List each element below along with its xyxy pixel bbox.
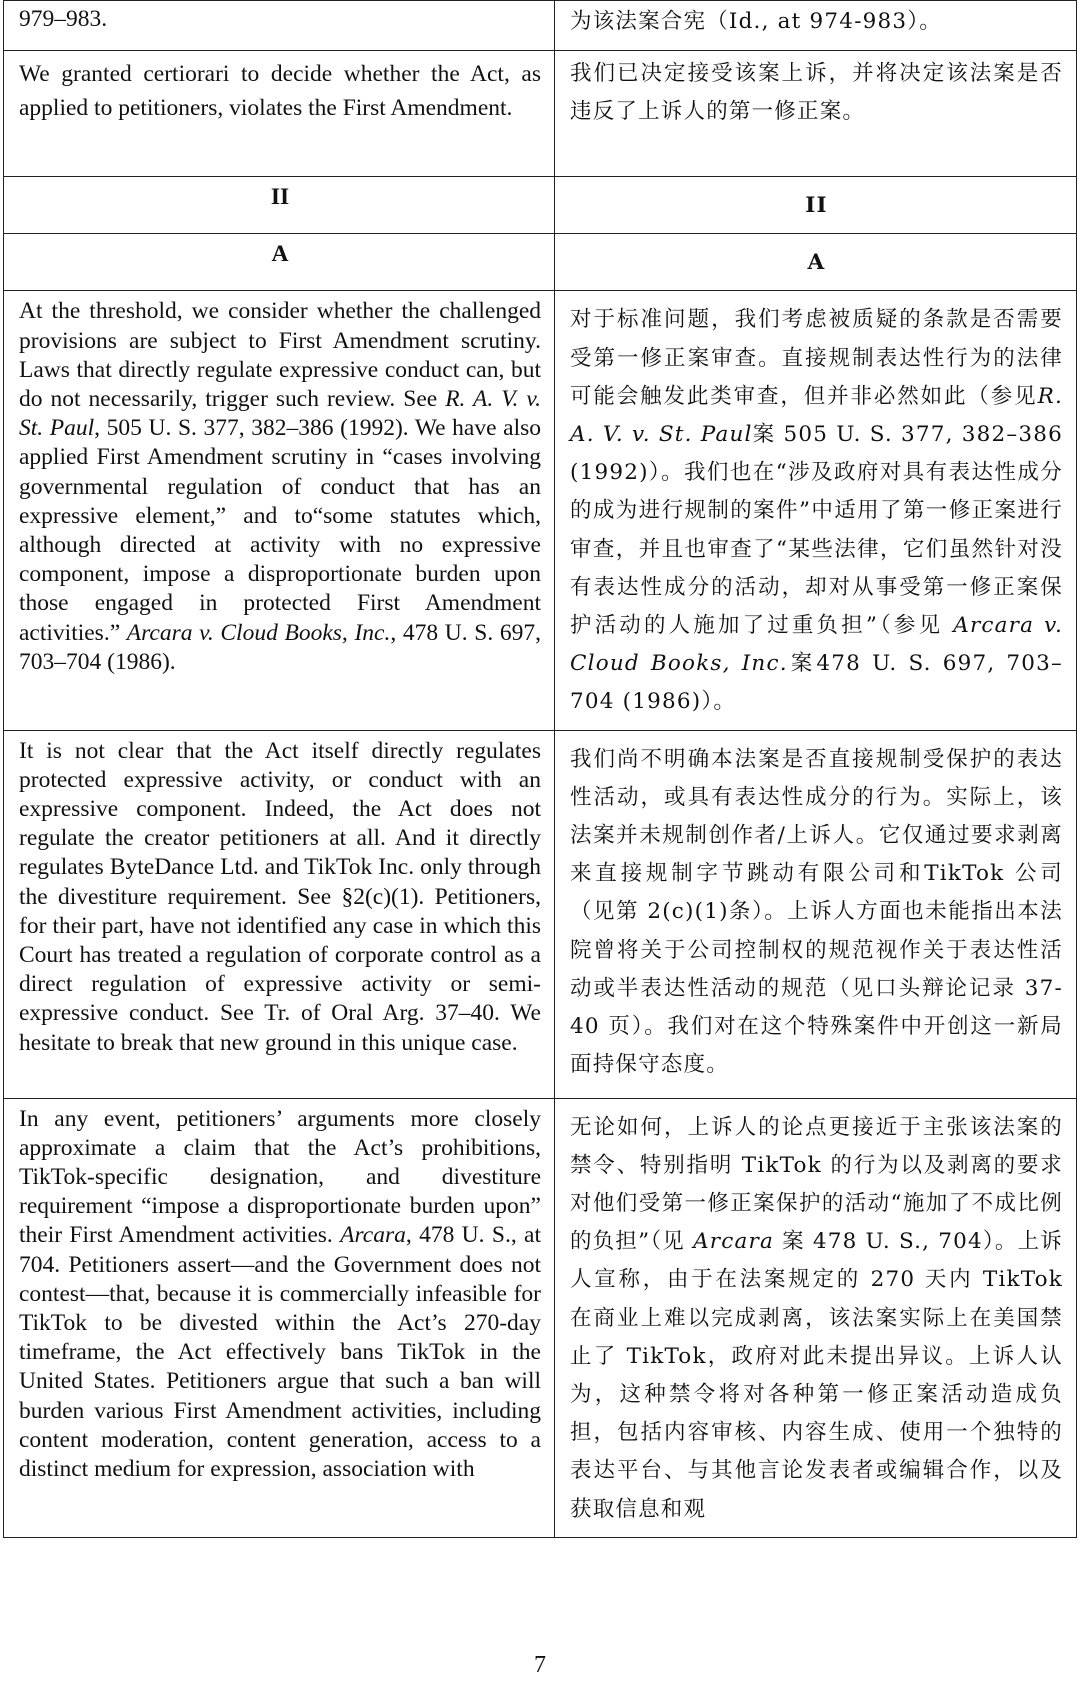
section-heading [555,177,1077,234]
english-text: 979–983. [19,6,108,32]
chinese-text: 我们尚不明确本法案是否直接规制受保护的表达性活动，或具有表达性成分的行为。实际上，该法案并未规制创作者/上诉人。它仅通过要求剥离来直接规制字节跳动有限公司和TikTok 公司（见第 2(c)(1)条）。上诉人方面也未能指出本法院曾将关于公司控制权的规范视作关于表达性活动或半表达性活动的规范（见口头辩论记录 37-40 页）。我们对在这个特殊案件中开创这一新局面持保守态度。 [570,746,1063,1078]
case-citation: R. A. V. v. St. Paul [570,383,1063,448]
subsection-heading [555,234,1077,291]
table-row [4,177,1077,234]
subsection-letter: A [807,250,826,276]
page [3,0,1077,1538]
english-text: In any event, petitioners’ arguments more closely approximate a claim that the Act’s prohibitions, TikTok-specific designation, and divestiture requirement “impose a disproportionate burden upon” their First Amendment activities. [19,1105,541,1249]
chinese-cell [555,291,1077,730]
chinese-text: 我们已决定接受该案上诉，并将决定该法案是否违反了上诉人的第一修正案。 [570,61,1063,125]
case-citation: Arcara v. Cloud Books, Inc. [126,619,391,646]
section-heading [4,177,555,234]
english-cell [4,730,555,1098]
english-cell [4,291,555,730]
section-number: II [805,193,828,218]
chinese-cell [555,51,1077,177]
chinese-cell [555,1,1077,51]
english-text: It is not clear that the Act itself directly regulates protected expressive activity, or conduct with an expressive component. Indeed, the Act does not regulate the creator petitioners at all. And it directly regulates ByteDance Ltd. and TikTok Inc. only through the divestiture requirement. See §2(c)(1). Petitioners, for their part, have not identified any case in which this Court has treated a regulation of corporate control as a direct regulation of expressive activity or semi-expressive conduct. See Tr. of Oral Arg. 37–40. We hesitate to break that new ground in this unique case. [19,737,541,1056]
english-cell [4,51,555,177]
subsection-heading [4,234,555,291]
english-text: At the threshold, we consider whether the challenged provisions are subject to First Amendment scrutiny. Laws that directly regulate expressive conduct can, but do not necessarily, trigger such review. See [19,298,541,413]
case-citation: Arcara [693,1229,775,1255]
table-row [4,1,1077,51]
table-row [4,51,1077,177]
chinese-text: 案 505 U. S. 377, 382–386 (1992)）。我们也在“涉及政府对具有表达性成分的成为进行规制的案件”中适用了第一修正案进行审查，并且也审查了“某些法律，它们虽然针对没有表达性成分的活动，却对从事受第一修正案保护活动的人施加了过重负担”（参见 [570,422,1063,639]
english-cell [4,1,555,51]
chinese-text: 案 478 U. S., 704）。上诉人宣称，由于在法案规定的 270 天内 TikTok 在商业上难以完成剥离，该法案实际上在美国禁止了 TikTok，政府对此未提出异议。上诉人认为，这种禁令将对各种第一修正案活动造成负担，包括内容审核、内容生成、使用一个独特的表达平台、与其他言论发表者或编辑合作，以及获取信息和观 [570,1229,1063,1522]
chinese-text: 无论如何，上诉人的论点更接近于主张该法案的禁令、特别指明 TikTok 的行为以及剥离的要求对他们受第一修正案保护的活动“施加了不成比例的负担”（见 [570,1114,1063,1255]
english-text: , 505 U. S. 377, 382–386 (1992). We have also applied First Amendment scrutiny in “cases involving governmental regulation of conduct that has an expressive element,” and to“some statutes which, although directed at activity with no expressive component, impose a disproportionate burden upon those engaged in protected First Amendment activities.” [19,415,541,646]
section-number: II [270,184,290,210]
bilingual-table [3,0,1077,1538]
case-citation: R. A. V. v. St. Paul [19,386,541,442]
subsection-letter: A [271,241,289,268]
table-row [4,730,1077,1098]
page-number: 7 [534,1652,546,1678]
table-row [4,291,1077,730]
chinese-text: 对于标准问题，我们考虑被质疑的条款是否需要受第一修正案审查。直接规制表达性行为的法律可能会触发此类审查，但并非必然如此（参见 [570,307,1063,409]
chinese-text: 为该法案合宪（Id., at 974-983）。 [570,9,942,34]
chinese-text: 案478 U. S. 697, 703–704 (1986)）。 [570,651,1063,715]
table-row [4,1098,1077,1537]
english-text: We granted certiorari to decide whether the Act, as applied to petitioners, violates the First Amendment. [19,61,541,121]
chinese-cell [555,730,1077,1098]
english-text: , 478 U. S., at 704. Petitioners assert—and the Government does not contest—that, because it is commercially infeasible for TikTok to be divested within the Act’s 270-day timeframe, the Act effectively bans TikTok in the United States. Petitioners argue that such a ban will burden various First Amendment activities, including content moderation, content generation, access to a distinct medium for expression, association with [19,1222,541,1483]
english-cell [4,1098,555,1537]
case-citation: Arcara v. Cloud Books, Inc. [570,613,1063,677]
table-row [4,234,1077,291]
case-citation: Arcara [340,1222,406,1249]
english-text: , 478 U. S. 697, 703–704 (1986). [19,619,541,675]
chinese-cell [555,1098,1077,1537]
